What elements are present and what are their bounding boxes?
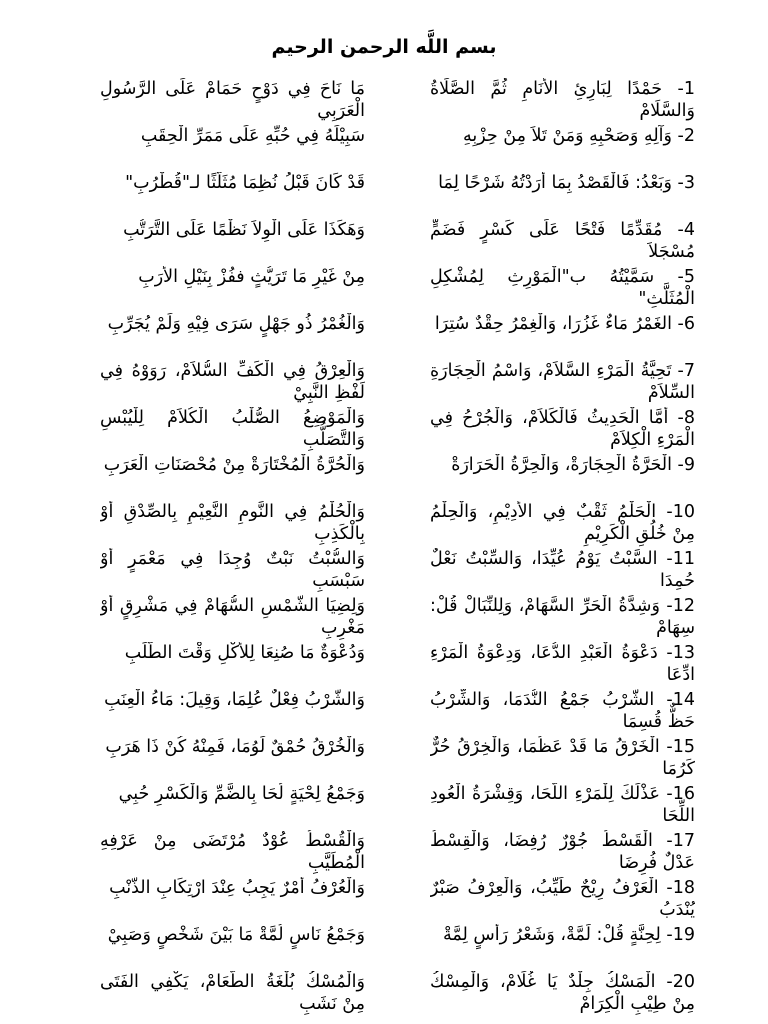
verse-second-hemistich: وَلِضِيَا الشَّمْسِ السُّهَامْ فِي مَشْرِقٍ أَوْ مَغْرِبِ xyxy=(100,596,365,638)
verse-row xyxy=(100,877,695,924)
verse-row xyxy=(100,266,695,313)
verse-first-hemistich: 16- عَذْلَكَ لِلْمَرْءِ اللَّحَا، وَقِشْرَةُ الْعُودِ اللِّحَا xyxy=(430,784,695,826)
verse-row xyxy=(100,125,695,172)
document-title: بسم اللَّه الرحمن الرحيم xyxy=(271,36,497,58)
verse-row xyxy=(100,407,695,454)
verse-row xyxy=(100,736,695,783)
verse-second-hemistich: وَالْعِرْقُ فِي الْكَفِّ السُّلاَمْ، رَوَوْهُ فِي لَفْظِ النَّبِيْ xyxy=(100,361,365,403)
verse-second-hemistich: وَالْعُرْفُ أَمْرٌ يَجِبُ عِنْدَ ارْتِكَابِ الذَّنْبِ xyxy=(109,878,365,898)
verse-second-hemistich: وَالشُّرْبُ فِعْلٌ عُلِمَا، وَقِيلَ: مَاءُ الْعِنَبِ xyxy=(104,690,365,710)
verse-first-hemistich: 12- وَشِدَّةُ الْحَرِّ السَّهَامْ، وَلِلنِّبَالْ قُلْ: سِهَامْ xyxy=(430,596,695,638)
verse-first-hemistich: 18- الْعَرْفُ رِيْحٌ طَيِّبُ، وَالْعِرْفُ صَبْرٌ يُنْدَبُ xyxy=(430,878,695,920)
verse-row xyxy=(100,501,695,548)
verse-row xyxy=(100,313,695,360)
verse-first-hemistich: 15- الْخَرْقُ مَا قَدْ عَظُمَا، وَالْخِرْقُ حُرٌّ كَرُمَا xyxy=(430,737,695,779)
verse-first-hemistich: 10- الْحَلْمُ ثَقْبٌ فِي الأَدِيْمِ، وَالْحِلْمُ مِنْ خُلُقِ الْكَرِيْمِ xyxy=(430,502,695,544)
verse-row xyxy=(100,924,695,971)
verse-row xyxy=(100,548,695,595)
verse-second-hemistich: وَالْحُلْمُ فِي النَّومِ النَّعِيْمِ بِالصِّدْقِ أَوْ بِالْكَذِبِ xyxy=(100,502,365,544)
verse-first-hemistich: 20- الْمَسْكُ جِلْدٌ يَا غُلَامْ، وَالْمِسْكُ مِنْ طِيْبِ الْكِرَامْ xyxy=(430,972,695,1014)
verse-first-hemistich: 7- تَحِيَّةُ الْمَرْءِ السَّلاَمْ، وَاسْمُ الْحِجَارَةِ السِّلاَمْ xyxy=(430,361,695,403)
verse-row xyxy=(100,830,695,877)
verse-row xyxy=(100,78,695,125)
verse-first-hemistich: 14- الشَّرْبُ جَمْعُ النُّدَمَا، وَالشِّرْبُ حَظٌّ قُسِمَا xyxy=(430,690,695,732)
verse-first-hemistich: 1- حَمْدًا لِبَارِئِ الأَنَامِ ثُمَّ الصَّلَاةُ وَالسَّلَامْ xyxy=(430,79,695,121)
verse-second-hemistich: وَالسُّبْتُ نَبْتٌ وُجِدَا فِي مَعْمَرٍ أَوْ سَبْسَبِ xyxy=(100,549,365,591)
verse-first-hemistich: 3- وَبَعْدُ: فَالْقَصْدُ بِمَا أَرَدْتُهُ شَرْحًا لِمَا xyxy=(438,173,695,193)
verse-row xyxy=(100,971,695,1018)
verse-row xyxy=(100,219,695,266)
verse-second-hemistich: وَالْمُسْكُ بُلْغَةُ الطَّعَامْ، يَكْفِي الفَتَى مِنْ نَشَبِ xyxy=(100,972,365,1014)
verse-list xyxy=(100,78,695,1018)
verse-first-hemistich: 9- الْحَرَّةُ الْحِجَارَةْ، وَالْحِرَّةُ الْحَرَارَةْ xyxy=(451,455,695,475)
verse-row xyxy=(100,689,695,736)
verse-row xyxy=(100,595,695,642)
verse-first-hemistich: 17- الْقَسْطُ جُوْرٌ رُفِضَا، وَالْقِسْطُ عَدْلٌ فُرِضَا xyxy=(430,831,695,873)
verse-second-hemistich: سَبِيْلَهُ فِي حُبِّهِ عَلَى مَمَرِّ الْحِقَبِ xyxy=(140,126,365,146)
verse-second-hemistich: وَهَكَذَا عَلَى الْوِلاَ نَظْمًا عَلَى التَّرَتُّبِ xyxy=(123,220,365,240)
verse-second-hemistich: وَالْغُمْرُ ذُو جَهْلٍ سَرَى فِيْهِ وَلَمْ يُجَرِّبِ xyxy=(107,314,365,334)
verse-second-hemistich: مِنْ غَيْرِ مَا تَرَيُّثٍ ففُزْ بِنَيْلِ الأَرَبِ xyxy=(138,267,365,287)
verse-row xyxy=(100,172,695,219)
verse-second-hemistich: مَا نَاحَ فِي دَوْحٍ حَمَامْ عَلَى الرَّسُولِ الْعَرَبِي xyxy=(100,79,365,121)
verse-first-hemistich: 11- السَّبْتُ يَوْمُ عُيِّدَا، وَالسِّبْتُ نَعْلٌ حُمِدَا xyxy=(430,549,695,591)
verse-row xyxy=(100,642,695,689)
verse-first-hemistich: 6- الغَمْرُ مَاءٌ غَزُرَا، وَالْغِمْرُ حِقْدٌ سُتِرَا xyxy=(434,314,695,334)
verse-first-hemistich: 2- وَآلِهِ وَصَحْبِهِ وَمَنْ تَلاَ مِنْ حِزْبِهِ xyxy=(462,126,695,146)
verse-second-hemistich: وَجَمْعُ نَاسٍ لُمَّةْ مَا بَيْنَ شَخْصٍ وَصَبِيْ xyxy=(107,925,365,945)
verse-second-hemistich: وَالْخُرْقُ حُمْقٌ لَوُمَا، فَمِنْهُ كُنْ ذَا هَرَبِ xyxy=(105,737,365,757)
verse-row xyxy=(100,360,695,407)
verse-second-hemistich: وَجَمْعُ لِحْيَةٍ لُحَا بِالضَّمِّ وَالْكَسْرِ حُبِي xyxy=(118,784,365,804)
verse-second-hemistich: وَالْمَوْضِعُ الصُّلْبُ الْكُلاَمْ لِلْيُبْسِ وَالتَّصَلُّبِ xyxy=(100,408,365,450)
verse-first-hemistich: 13- دَعْوَةُ الْعَبْدِ الدُّعَا، وَدِعْوَةُ الْمَرْءِ ادِّعَا xyxy=(430,643,695,685)
verse-second-hemistich: وَالْقُسْطُ عُوْدٌ مُرْتَضَى مِنْ عَرْفِهِ الْمُطَيَّبِ xyxy=(100,831,365,873)
verse-first-hemistich: 5- سَمَّيْتُهُ ب"الْمَوْرِثِ لِمُشْكِلِ الْمُثَلَّثِ" xyxy=(430,267,695,309)
verse-row xyxy=(100,783,695,830)
verse-second-hemistich: وَدُعْوَةٌ مَا صُنِعَا لِلأَكْلِ وَقْتَ الطَّلَبِ xyxy=(124,643,365,663)
verse-first-hemistich: 4- مُقَدِّمًا فَتْحًا عَلَى كَسْرٍ فَضَمٍّ مُسْجَلاَ xyxy=(430,220,695,262)
verse-first-hemistich: 19- لِحِنَّةٍ قُلْ: لَمَّةْ، وَشَعْرُ رَأْسٍ لِمَّةْ xyxy=(443,925,695,945)
verse-first-hemistich: 8- أَمَّا الْحَدِيثُ فَالْكَلاَمْ، وَالْجُرْحُ فِي الْمَرْءِ الْكِلاَمْ xyxy=(430,408,695,450)
verse-second-hemistich: وَالْحُرَّةُ الْمُخْتَارَةْ مِنْ مُحْصَنَاتِ الْعَرَبِ xyxy=(103,455,365,475)
verse-second-hemistich: قَدْ كَانَ قَبْلُ نُظِمَا مُثَلَّثًا لـ"قُطْرُبِ" xyxy=(125,173,365,193)
verse-row xyxy=(100,454,695,501)
